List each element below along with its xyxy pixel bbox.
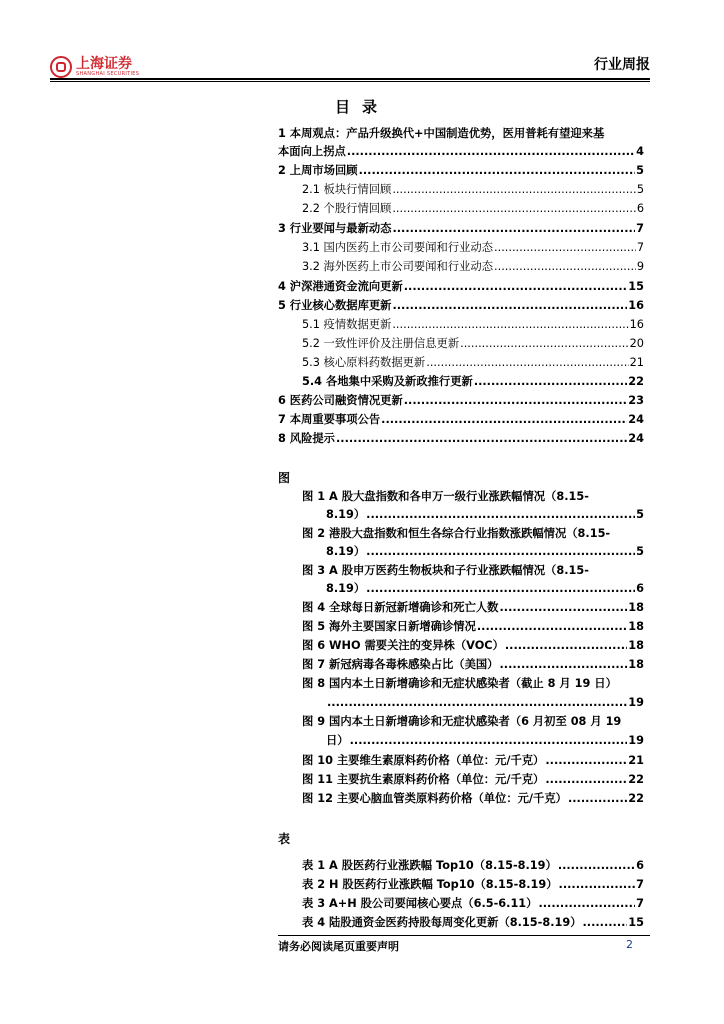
figure-9[interactable] <box>326 732 644 750</box>
figure-entry-page: 19 <box>628 696 644 709</box>
table-3[interactable] <box>302 895 644 913</box>
figure-11[interactable] <box>302 771 644 789</box>
figure-entry-page: 18 <box>628 639 644 652</box>
figure-entry-page: 5 <box>636 545 644 558</box>
header-divider <box>50 78 650 80</box>
figure-entry-page: 19 <box>628 734 644 747</box>
logo-name-cn: 上海证券 <box>76 56 132 72</box>
table-4[interactable] <box>302 914 644 932</box>
toc-entry-page: 23 <box>628 394 644 407</box>
toc-entry-2-1[interactable] <box>302 181 644 199</box>
toc-entry-1-label[interactable]: 1 本周观点：产品升级换代+中国制造优势，医用普耗有望迎来基 <box>278 127 605 140</box>
toc-entry-page: 4 <box>636 145 644 158</box>
toc-entry-label: 5.3 核心原料药数据更新 <box>302 356 426 369</box>
table-entry-label: 表 2 H 股医药行业涨跌幅 Top10（8.15-8.19） <box>302 878 558 891</box>
toc-entry-5-1[interactable] <box>302 316 644 334</box>
footer-disclaimer: 请务必阅读尾页重要声明 <box>278 940 399 953</box>
toc-entry-label: 本面向上拐点 <box>278 145 346 158</box>
figure-entry-page: 18 <box>628 620 644 633</box>
table-2[interactable] <box>302 876 644 894</box>
toc-entry-page: 24 <box>628 432 644 445</box>
figure-8[interactable] <box>326 694 644 712</box>
figure-6[interactable] <box>302 637 644 655</box>
figure-entry-label: 图 4 全球每日新冠新增确诊和死亡人数 <box>302 601 499 614</box>
toc-entry-label: 2 上周市场回顾 <box>278 164 358 177</box>
figure-entry-page: 21 <box>628 754 644 767</box>
toc-entry-page: 16 <box>628 299 644 312</box>
toc-entry-4[interactable] <box>278 278 644 296</box>
page-number: 2 <box>626 938 633 951</box>
figure-entry-page: 5 <box>636 508 644 521</box>
figure-entry-label: 8.19） <box>326 545 366 558</box>
toc-entry-5-3[interactable] <box>302 354 644 372</box>
figure-entry-label: 图 12 主要心脑血管类原料药价格（单位：元/千克） <box>302 792 567 805</box>
toc-entry-label: 2.2 个股行情回顾 <box>302 202 392 215</box>
toc-entry-page: 16 <box>629 318 644 331</box>
toc-entry-label: 5.2 一致性评价及注册信息更新 <box>302 337 460 350</box>
figure-entry-page: 6 <box>636 582 644 595</box>
figure-entry-label: 图 5 海外主要国家日新增确诊情况 <box>302 620 476 633</box>
figure-entry-page: 22 <box>628 792 644 805</box>
toc-entry-page: 6 <box>636 202 644 215</box>
logo-icon <box>50 56 72 78</box>
toc-entry-2-2[interactable] <box>302 200 644 218</box>
toc-entry-1[interactable] <box>278 143 644 161</box>
toc-entry-6[interactable] <box>278 392 644 410</box>
toc-title: 目录 <box>334 98 389 116</box>
toc-entry-2[interactable] <box>278 162 644 180</box>
toc-entry-3-2[interactable] <box>302 258 644 276</box>
figure-entry-page: 22 <box>628 773 644 786</box>
toc-entry-7[interactable] <box>278 411 644 429</box>
table-entry-label: 表 3 A+H 股公司要闻核心要点（6.5-6.11） <box>302 897 538 910</box>
header-divider-thin <box>50 81 650 82</box>
figure-entry-label: 图 11 主要抗生素原料药价格（单位：元/千克） <box>302 773 545 786</box>
footer-divider <box>278 935 650 936</box>
logo-name-en: SHANGHAI SECURITIES <box>76 71 140 77</box>
table-entry-label: 表 1 A 股医药行业涨跌幅 Top10（8.15-8.19） <box>302 859 557 872</box>
toc-entry-page: 22 <box>628 375 644 388</box>
figure-entry-label: 图 10 主要维生素原料药价格（单位：元/千克） <box>302 754 545 767</box>
toc-entry-page: 5 <box>636 164 644 177</box>
figure-12[interactable] <box>302 790 644 808</box>
figure-1[interactable] <box>326 506 644 524</box>
toc-entry-page: 9 <box>636 260 644 273</box>
toc-entry-3-1[interactable] <box>302 239 644 257</box>
figure-entry-label: 8.19） <box>326 508 366 521</box>
toc-entry-label: 3.2 海外医药上市公司要闻和行业动态 <box>302 260 494 273</box>
figure-4[interactable] <box>302 599 644 617</box>
figure-3[interactable] <box>326 580 644 598</box>
toc-entry-5-2[interactable] <box>302 335 644 353</box>
company-logo <box>50 56 139 78</box>
figure-2[interactable] <box>326 543 644 561</box>
table-entry-page: 15 <box>628 916 644 929</box>
table-entry-page: 6 <box>636 859 644 872</box>
toc-entry-page: 15 <box>628 280 644 293</box>
toc-entry-page: 7 <box>636 222 644 235</box>
table-entry-page: 7 <box>636 897 644 910</box>
report-type: 行业周报 <box>594 57 650 73</box>
toc-entry-page: 20 <box>629 337 644 350</box>
toc-entry-5[interactable] <box>278 297 644 315</box>
toc-entry-page: 24 <box>628 413 644 426</box>
toc-entry-label: 8 风险提示 <box>278 432 335 445</box>
table-entry-label: 表 4 陆股通资金医药持股每周变化更新（8.15-8.19） <box>302 916 582 929</box>
figure-10[interactable] <box>302 752 644 770</box>
toc-entry-3[interactable] <box>278 220 644 238</box>
toc-entry-5-4[interactable] <box>302 373 644 391</box>
toc-entry-label: 5 行业核心数据库更新 <box>278 299 392 312</box>
table-entry-page: 7 <box>636 878 644 891</box>
figure-3-label[interactable]: 图 3 A 股申万医药生物板块和子行业涨跌幅情况（8.15- <box>302 564 589 577</box>
figure-entry-label: 图 7 新冠病毒各毒株感染占比（美国） <box>302 658 499 671</box>
figure-2-label[interactable]: 图 2 港股大盘指数和恒生各综合行业指数涨跌幅情况（8.15- <box>302 527 611 540</box>
toc-entry-label: 3.1 国内医药上市公司要闻和行业动态 <box>302 241 494 254</box>
page-header <box>50 48 650 78</box>
tables-heading: 表 <box>278 832 291 846</box>
figure-8-label[interactable]: 图 8 国内本土日新增确诊和无症状感染者（截止 8 月 19 日） <box>302 677 617 690</box>
figure-entry-label: 日） <box>326 734 349 747</box>
figure-entry-page: 18 <box>628 658 644 671</box>
toc-entry-page: 5 <box>636 183 644 196</box>
figure-1-label[interactable]: 图 1 A 股大盘指数和各申万一级行业涨跌幅情况（8.15- <box>302 490 589 503</box>
figure-entry-label: 图 6 WHO 需要关注的变异株（VOC） <box>302 639 504 652</box>
toc-entry-label: 7 本周重要事项公告 <box>278 413 381 426</box>
toc-entry-label: 3 行业要闻与最新动态 <box>278 222 392 235</box>
toc-entry-label: 6 医药公司融资情况更新 <box>278 394 403 407</box>
toc-entry-label: 4 沪深港通资金流向更新 <box>278 280 403 293</box>
toc-entry-label: 5.1 疫情数据更新 <box>302 318 392 331</box>
toc-entry-8[interactable] <box>278 430 644 448</box>
figure-7[interactable] <box>302 656 644 674</box>
table-1[interactable] <box>302 857 644 875</box>
toc-entry-label: 5.4 各地集中采购及新政推行更新 <box>302 375 473 388</box>
toc-entry-label: 2.1 板块行情回顾 <box>302 183 392 196</box>
figure-9-label[interactable]: 图 9 国内本土日新增确诊和无症状感染者（6 月初至 08 月 19 <box>302 715 622 728</box>
figures-heading: 图 <box>278 471 291 485</box>
toc-entry-page: 21 <box>629 356 644 369</box>
figure-entry-label: 8.19） <box>326 582 366 595</box>
figure-entry-page: 18 <box>628 601 644 614</box>
toc-entry-page: 7 <box>636 241 644 254</box>
figure-5[interactable] <box>302 618 644 636</box>
